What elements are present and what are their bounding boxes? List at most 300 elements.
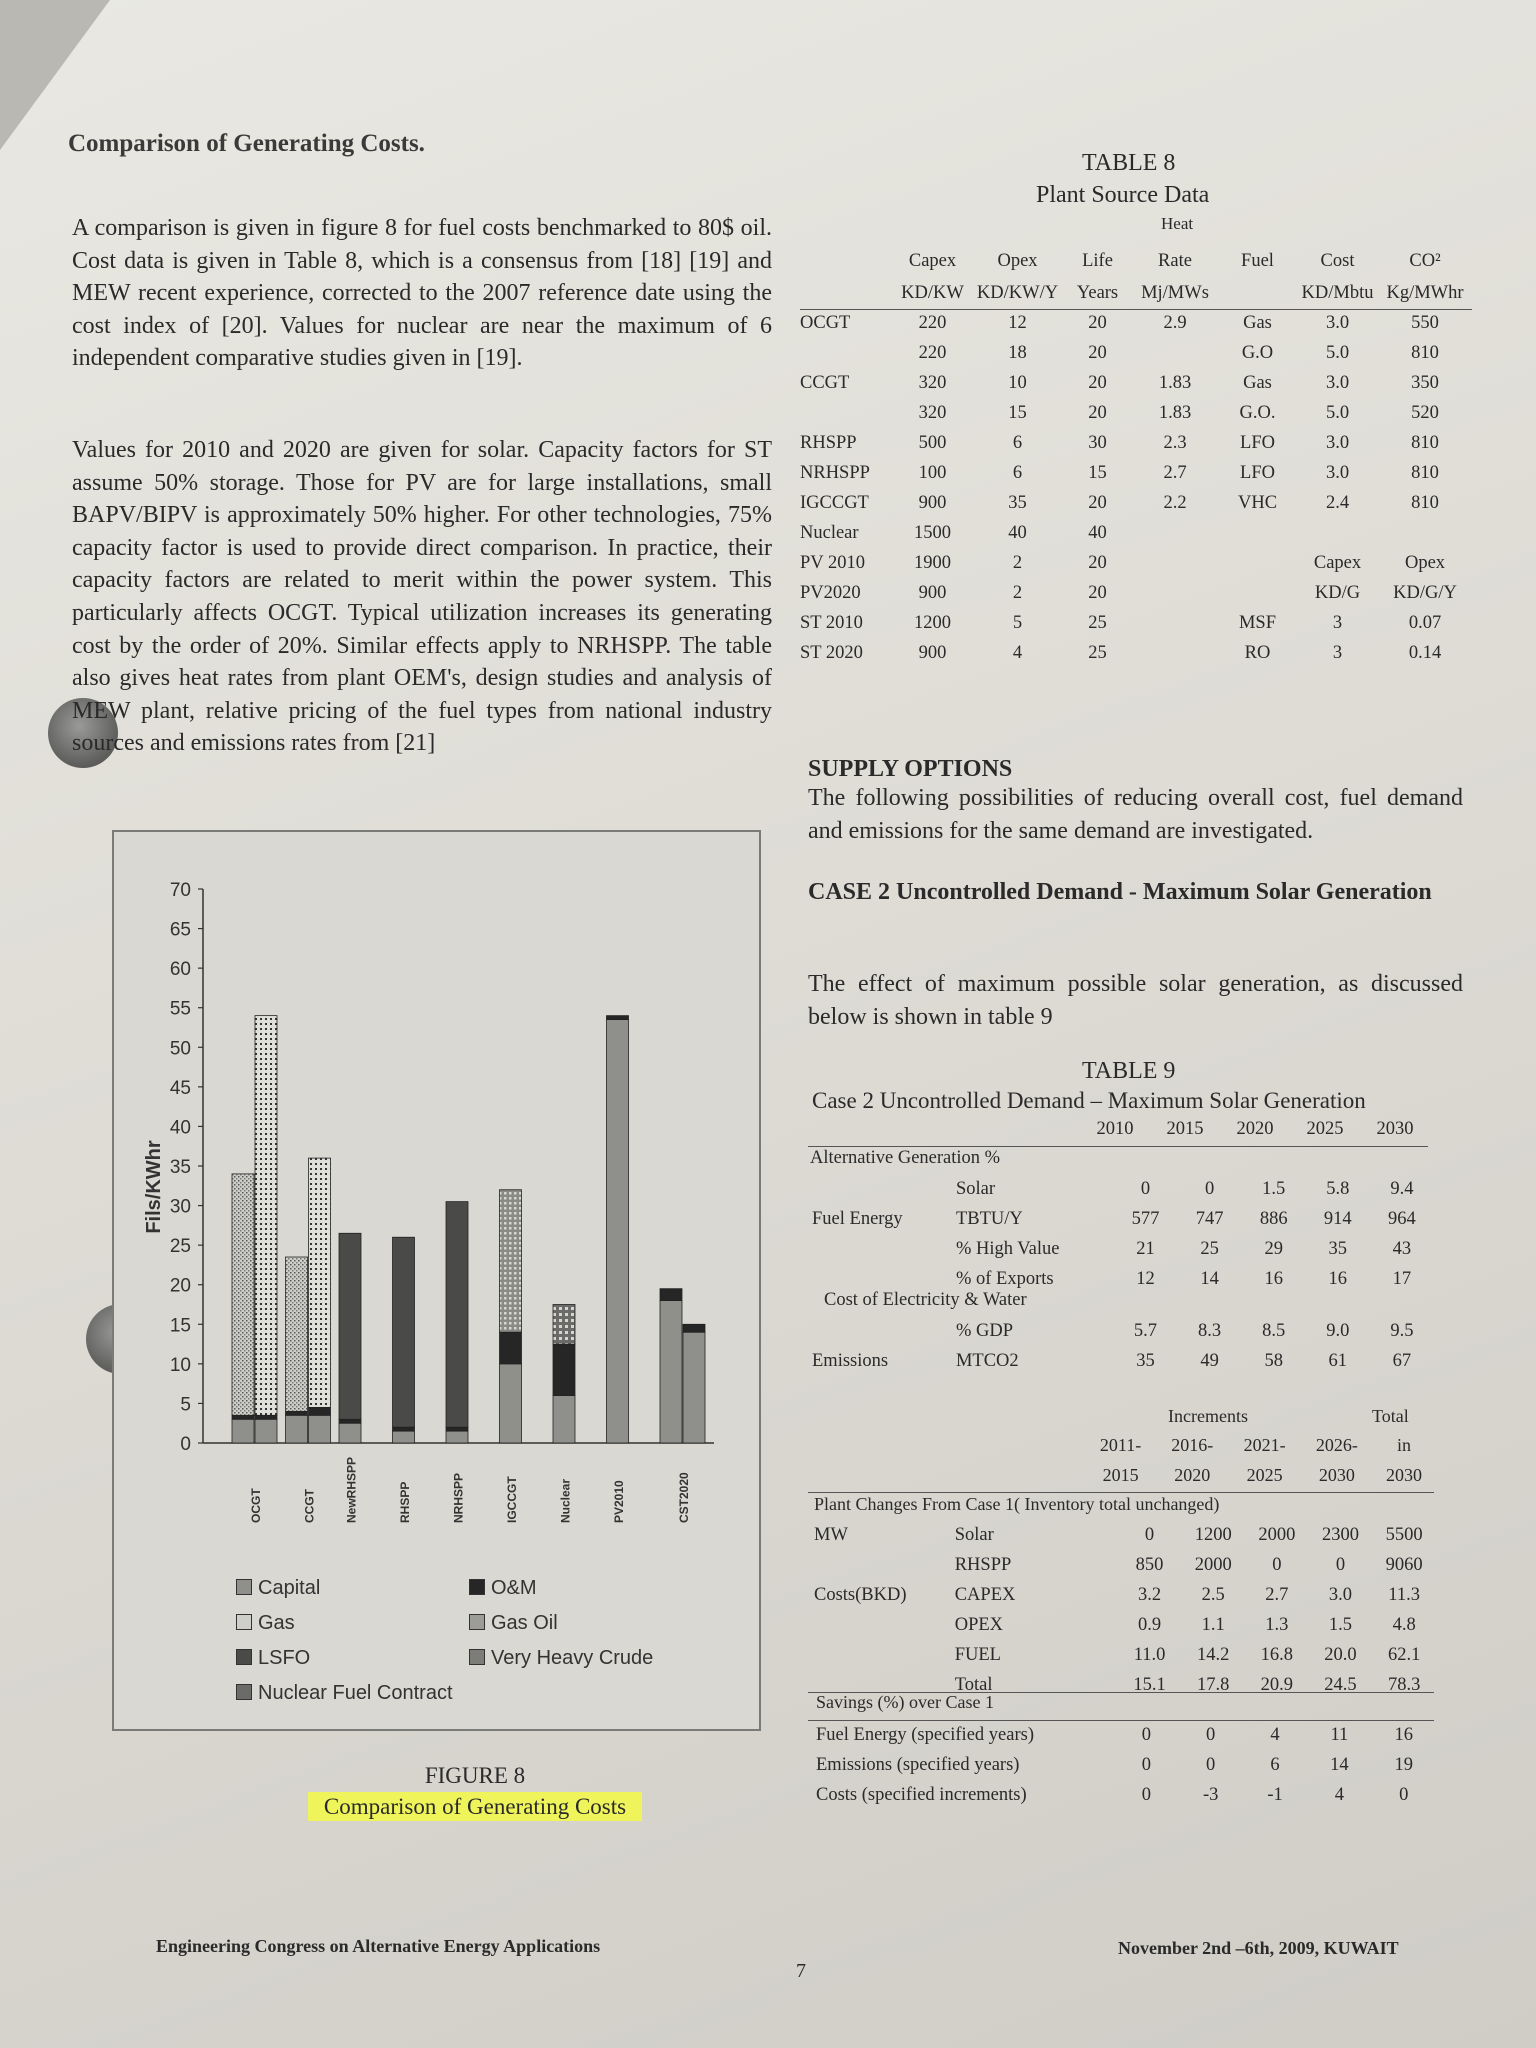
table8-cell: 3.0 [1325, 462, 1350, 483]
table9-value: 0 [1206, 1754, 1216, 1775]
table9-value: 35 [1136, 1350, 1155, 1371]
table9-increments [1085, 1430, 1435, 1490]
x-tick-label: IGCCGT [505, 1476, 519, 1523]
table8-cell: 5.0 [1325, 342, 1350, 363]
x-tick-label: OCGT [249, 1488, 263, 1523]
legend-label-gas: Gas [258, 1612, 295, 1634]
table9-value: 24.5 [1324, 1674, 1357, 1695]
table9-year-header: 2020 [1236, 1118, 1274, 1139]
table9-row-label: % GDP [955, 1320, 1014, 1341]
table8-cell [1130, 518, 1220, 548]
table8-cell: 6 [1012, 432, 1023, 453]
table9-row-label: MTCO2 [955, 1350, 1019, 1371]
table8-cell: 1.83 [1158, 372, 1192, 393]
table8-cell: 20 [1088, 402, 1107, 423]
table9-value: 5.7 [1133, 1320, 1158, 1341]
table9-value: 62.1 [1387, 1644, 1421, 1665]
table9-value: 0 [1144, 1524, 1155, 1545]
table8-row [800, 608, 1470, 638]
table8-cell: Capex [1313, 552, 1362, 573]
table9-block4 [816, 1720, 1436, 1810]
table8-cell: 3 [1332, 642, 1343, 663]
bar-segment-om [553, 1344, 575, 1395]
bar-segment-om [286, 1411, 308, 1415]
table9-row [812, 1174, 1434, 1204]
table8-header-cell: Years [1076, 282, 1119, 303]
increments-label: Increments [1168, 1406, 1248, 1426]
page-number: 7 [796, 1960, 806, 1982]
table9-savings-row [816, 1720, 1436, 1750]
table8-cell [800, 398, 895, 428]
table9-value: 12 [1136, 1268, 1155, 1289]
legend-label-om: O&M [491, 1577, 537, 1599]
bar-segment-om [309, 1407, 331, 1415]
table8-cell: 3.0 [1325, 432, 1350, 453]
table8-cell: Gas [1243, 312, 1272, 333]
table9-value: 0 [1206, 1724, 1216, 1745]
y-tick-label: 35 [169, 1157, 191, 1178]
table9-value: 9.0 [1326, 1320, 1350, 1341]
table9-block1 [812, 1174, 1434, 1294]
table8-cell: 500 [918, 432, 947, 453]
table8-cell: 20 [1088, 342, 1107, 363]
figure-label: FIGURE 8 [424, 1763, 526, 1788]
table8-cell: VHC [1237, 492, 1278, 513]
table9-value: 2000 [1194, 1554, 1232, 1575]
table9-increment-header: 2016- [1171, 1434, 1214, 1455]
table8-cell: 100 [918, 462, 947, 483]
y-tick-label: 25 [169, 1236, 191, 1258]
supply-text: The following possibilities of reducing overall cost, fuel demand and emissions for the same demand are investigated. [808, 785, 1463, 844]
table8-cell: PV 2010 [800, 552, 865, 573]
table8-header-cell: Opex [997, 250, 1038, 271]
table9-value: 0 [1141, 1784, 1151, 1805]
table9-row [812, 1316, 1434, 1346]
table9-row-label: OPEX [954, 1614, 1004, 1635]
table8-rule [800, 309, 1472, 310]
bar-segment-om [683, 1324, 705, 1332]
bar-segment-fuel [339, 1233, 361, 1419]
x-tick-label: Nuclear [558, 1478, 573, 1523]
y-tick-label: 65 [169, 919, 191, 941]
table8-cell: 2.4 [1325, 492, 1350, 513]
table9-value: 0 [1399, 1784, 1409, 1805]
table9-value: 1.5 [1262, 1178, 1286, 1199]
table8-row [800, 458, 1470, 488]
table8-cell [1130, 638, 1220, 668]
table8-cell: G.O. [1239, 402, 1276, 423]
legend-swatch-lsfo [236, 1649, 252, 1665]
table9-value: 0 [1140, 1178, 1151, 1199]
table8-cell: 20 [1088, 492, 1107, 513]
table8-cell: MSF [1238, 612, 1277, 633]
table8-cell: 0.14 [1408, 642, 1442, 663]
legend-swatch-nuclear [236, 1684, 252, 1700]
plant-changes-label: Plant Changes From Case 1( Inventory total unchanged) [814, 1494, 1220, 1514]
table8-cell: 810 [1411, 432, 1439, 453]
figure-caption-text: Comparison of Generating Costs [308, 1792, 642, 1821]
table9-row-label: Costs (specified increments) [816, 1784, 1027, 1805]
table9-value: 9060 [1385, 1554, 1423, 1575]
y-tick-label: 10 [169, 1354, 191, 1376]
case2-text: The effect of maximum possible solar generation, as discussed below is shown in table 9 [808, 971, 1463, 1030]
section-heading: Comparison of Generating Costs. [68, 130, 425, 157]
table9-value: 577 [1131, 1208, 1160, 1229]
table9-plant-row [814, 1610, 1436, 1640]
table9-value: 3.2 [1137, 1584, 1162, 1605]
table9-value: 21 [1136, 1238, 1155, 1259]
legend-label-capital: Capital [258, 1577, 321, 1599]
table8-title: TABLE 8 [1082, 150, 1176, 176]
table9-value: 914 [1323, 1208, 1352, 1229]
table8-header-cell [800, 244, 895, 278]
table8-cell: 15 [1008, 402, 1027, 423]
table9-value: 11 [1330, 1724, 1349, 1745]
table8-cell: KD/G [1314, 582, 1361, 603]
table8-cell [1130, 578, 1220, 608]
table8-cell: 15 [1088, 462, 1107, 483]
table9-value: 14 [1200, 1268, 1219, 1289]
table9-value: 61 [1328, 1350, 1348, 1371]
table8-cell: 40 [1088, 522, 1107, 543]
x-tick-label: PV2010 [612, 1480, 626, 1523]
table8-cell: NRHSPP [800, 462, 870, 483]
table8-cell: 3 [1332, 612, 1343, 633]
table8-cell: 20 [1088, 552, 1107, 573]
x-tick-label: NRHSPP [451, 1472, 466, 1523]
table9-value: 4 [1334, 1784, 1345, 1805]
table8 [800, 244, 1470, 668]
table9-value: 9.4 [1390, 1178, 1414, 1199]
table8-cell: 25 [1088, 612, 1107, 633]
table9-row-group [812, 1234, 956, 1264]
table9-increment-header: 2021- [1243, 1434, 1286, 1455]
table9-plant-row [814, 1640, 1436, 1670]
table8-cell: RO [1244, 642, 1271, 663]
legend-label-vhc: Very Heavy Crude [491, 1647, 654, 1669]
bar-segment-capital [500, 1364, 522, 1443]
table9-row-group: Costs(BKD) [814, 1584, 907, 1605]
table9-plant-row [814, 1580, 1436, 1610]
cost-label: Cost of Electricity & Water [824, 1290, 1027, 1310]
table9-value: 2000 [1258, 1524, 1296, 1545]
table8-row [800, 428, 1470, 458]
bar-segment-om [232, 1415, 254, 1419]
table9-value: 14.2 [1197, 1644, 1230, 1665]
table8-cell: 220 [918, 312, 947, 333]
table9-row-group: MW [814, 1524, 848, 1545]
table8-cell: 3.0 [1325, 312, 1350, 333]
table9-row [812, 1204, 1434, 1234]
table9-value: 58 [1264, 1350, 1283, 1371]
legend-om [469, 1577, 537, 1600]
y-tick-label: 40 [169, 1117, 191, 1139]
table9-row-group: Emissions [812, 1350, 889, 1371]
legend-swatch-gas [236, 1614, 252, 1630]
table9-value: -1 [1267, 1784, 1283, 1805]
table8-cell: Gas [1243, 372, 1272, 393]
table9-increment-header: 2026- [1315, 1434, 1358, 1455]
table8-cell: Opex [1404, 552, 1446, 573]
table9-value: 6 [1270, 1754, 1280, 1775]
bar-segment-capital [255, 1419, 277, 1443]
table8-cell: KD/G/Y [1393, 582, 1457, 603]
table9-value: 747 [1195, 1208, 1224, 1229]
table9-value: 19 [1394, 1754, 1414, 1775]
bar-segment-om [255, 1415, 277, 1419]
table8-cell: 35 [1008, 492, 1027, 513]
table9-row-label: Fuel Energy (specified years) [816, 1724, 1034, 1745]
table8-cell: 2.7 [1163, 462, 1187, 483]
table9-value: 17.8 [1197, 1674, 1230, 1695]
table8-header-cell: Kg/MWhr [1386, 282, 1464, 303]
table9-row-group [814, 1610, 955, 1640]
bar-segment-capital [607, 1020, 629, 1443]
bar-segment-fuel [446, 1202, 468, 1428]
table8-cell: 520 [1411, 402, 1439, 423]
table9-block2 [812, 1316, 1434, 1376]
table9-value: 0.9 [1137, 1614, 1162, 1635]
table8-row [800, 398, 1470, 428]
paragraph-comparison: A comparison is given in figure 8 for fuel costs benchmarked to 80$ oil. Cost data is given in Table 8, which is a consensus from [18] [19] and MEW recent experience, corrected to the 2007 reference date using the cost index of [20]. Values for nuclear are near the maximum of 6 independent comparative studies given in [19]. [72, 215, 772, 372]
table9-increment-header: 2020 [1174, 1464, 1211, 1485]
table8-cell: 2 [1012, 582, 1023, 603]
legend-nuclear [236, 1682, 453, 1705]
bar-segment-capital [309, 1415, 331, 1443]
table9-value: 16.8 [1260, 1644, 1294, 1665]
table8-cell: 2.2 [1163, 492, 1187, 513]
y-tick-label: 45 [169, 1077, 191, 1099]
table9-value: 4 [1270, 1724, 1280, 1745]
table8-cell [1220, 518, 1295, 548]
y-tick-label: 0 [180, 1434, 191, 1455]
table8-cell: G.O [1241, 342, 1274, 363]
table8-cell: LFO [1240, 432, 1275, 453]
x-tick-label: RHSPP [398, 1481, 412, 1523]
table8-header-cell: Life [1082, 250, 1113, 271]
table8-cell: LFO [1240, 462, 1275, 483]
table8-cell: 3.0 [1325, 372, 1350, 393]
table9-value: 8.5 [1262, 1320, 1286, 1341]
table9-value: 0 [1141, 1724, 1151, 1745]
table9-value: 11.0 [1133, 1644, 1166, 1665]
table8-cell: 320 [918, 402, 947, 423]
table9-row-label: RHSPP [954, 1554, 1012, 1575]
legend-swatch-om [469, 1579, 485, 1595]
table9-row-label: Solar [954, 1524, 994, 1545]
table9-year-header: 2025 [1306, 1118, 1344, 1139]
table9-value: 964 [1388, 1208, 1416, 1229]
table8-header-cell [800, 278, 895, 308]
bar-segment-capital [553, 1396, 575, 1443]
bar-segment-fuel [500, 1190, 522, 1332]
table9-value: 20.0 [1324, 1644, 1357, 1665]
table8-header-cell: Cost [1320, 250, 1355, 271]
bar-segment-om [607, 1016, 629, 1020]
table9-year-header: 2015 [1166, 1118, 1204, 1139]
bar-segment-fuel [232, 1174, 254, 1415]
table8-row [800, 578, 1470, 608]
table9-block3 [814, 1520, 1436, 1700]
table9-value: 1.3 [1265, 1614, 1289, 1635]
bar-segment-capital [286, 1415, 308, 1443]
bar-segment-om [446, 1427, 468, 1431]
table9-value: 0 [1272, 1554, 1282, 1575]
legend-swatch-vhc [469, 1649, 485, 1665]
y-tick-label: 50 [169, 1038, 191, 1060]
legend-capital [236, 1577, 320, 1600]
bar-segment-capital [393, 1431, 415, 1443]
y-tick-label: 5 [180, 1394, 191, 1416]
legend-swatch-capital [236, 1579, 252, 1595]
bar-segment-fuel [553, 1305, 575, 1345]
bar-segment-fuel [255, 1016, 277, 1416]
table8-cell: 10 [1008, 372, 1027, 393]
bar-segment-om [660, 1289, 682, 1301]
bar-segment-om [393, 1427, 415, 1431]
table9-value: 43 [1392, 1238, 1412, 1259]
table9-value: 29 [1264, 1238, 1283, 1259]
bar-segment-om [500, 1332, 522, 1364]
table9-value: 78.3 [1387, 1674, 1421, 1695]
table9-value: 850 [1135, 1554, 1164, 1575]
bar-chart [114, 832, 759, 1729]
table9-value: 1200 [1194, 1524, 1232, 1545]
bar-segment-capital [660, 1301, 682, 1443]
table8-cell: IGCCGT [800, 492, 869, 513]
footer-date: November 2nd –6th, 2009, KUWAIT [1118, 1938, 1399, 1958]
table8-row [800, 548, 1470, 578]
table9-row [812, 1346, 1434, 1376]
table8-cell [1295, 518, 1380, 548]
table8-cell: CCGT [800, 372, 850, 393]
table9-value: 11.3 [1388, 1584, 1420, 1605]
table8-cell: 2.3 [1163, 432, 1187, 453]
table8-row [800, 338, 1470, 368]
table8-cell: 810 [1411, 492, 1439, 513]
table9-value: 2.7 [1265, 1584, 1289, 1605]
table8-cell: 900 [918, 642, 947, 663]
table9-value: 1.1 [1201, 1614, 1225, 1635]
table9-row-label: % of Exports [955, 1268, 1054, 1289]
table9-increment-header: 2030 [1386, 1464, 1422, 1485]
table8-cell [1130, 338, 1220, 368]
page-corner [0, 0, 110, 150]
table9-value: 9.5 [1390, 1320, 1414, 1341]
table8-row [800, 518, 1470, 548]
x-axis-labels [249, 1457, 691, 1523]
table9-row-label: FUEL [954, 1644, 1001, 1665]
legend-lsfo [236, 1647, 310, 1670]
table8-header-cell: Rate [1158, 250, 1192, 271]
table9-value: 0 [1335, 1554, 1346, 1575]
bar-segment-capital [232, 1419, 254, 1443]
table9-row-label: Emissions (specified years) [816, 1754, 1020, 1775]
table8-header-cell: Capex [908, 250, 957, 271]
table9-increment-header: 2011- [1099, 1434, 1142, 1455]
y-tick-label: 60 [169, 959, 191, 981]
table8-cell: ST 2020 [800, 642, 863, 663]
table8-cell: 20 [1088, 372, 1107, 393]
table8-cell [1380, 518, 1470, 548]
table9-value: 2.5 [1201, 1584, 1225, 1605]
table9-value: 0 [1204, 1178, 1215, 1199]
table8-cell: 30 [1088, 432, 1107, 453]
table8-cell: 810 [1411, 342, 1439, 363]
y-tick-label: 15 [169, 1315, 191, 1337]
y-tick-label: 30 [169, 1196, 191, 1218]
table9-value: 5.8 [1326, 1178, 1350, 1199]
table8-cell: 2.9 [1163, 312, 1187, 333]
bar-segment-om [339, 1419, 361, 1423]
table8-cell: 550 [1411, 312, 1439, 333]
table8-cell: 1500 [914, 522, 951, 543]
table8-header-cell: Fuel [1241, 250, 1274, 271]
table8-cell: 810 [1411, 462, 1439, 483]
table9-value: -3 [1202, 1784, 1219, 1805]
table9-rule-top [808, 1146, 1428, 1147]
table8-row [800, 308, 1470, 338]
table8-header-cell: CO² [1409, 250, 1441, 271]
table8-cell: 18 [1008, 342, 1027, 363]
bar-segment-fuel [286, 1257, 308, 1411]
paragraph-solar: Values for 2010 and 2020 are given for solar. Capacity factors for ST assume 50% storage. Those for PV are for large installations, small BAPV/BIPV is approximately 50% higher. For other technologies, 75% capacity factor is used to provide direct comparison. In practice, their capacity factors are related to merit within the power system. This particularly affects OCGT. Typical utilization increases its generating cost by the order of 20%. Similar effects apply to NRHSPP. The table also gives heat rates from plant OEM's, design studies and analysis of MEW plant, relative pricing of the fuel types from national industry sources and emissions rates from [21] [72, 437, 772, 757]
table8-cell: 40 [1008, 522, 1027, 543]
table8-cell: 20 [1088, 582, 1107, 603]
bar-segment-capital [446, 1431, 468, 1443]
table9-years [1080, 1114, 1430, 1144]
table9-value: 0 [1141, 1754, 1151, 1775]
table8-cell: 2 [1012, 552, 1023, 573]
table9-value: 67 [1392, 1350, 1412, 1371]
table8-cell [800, 338, 895, 368]
table9-value: 2300 [1321, 1524, 1359, 1545]
table8-cell: 5.0 [1325, 402, 1350, 423]
table9-row [812, 1234, 1434, 1264]
table9-value: 16 [1328, 1268, 1348, 1289]
table8-row [800, 638, 1470, 668]
table8-cell: 0.07 [1408, 612, 1442, 633]
table8-cell: 20 [1088, 312, 1107, 333]
table8-cell: 6 [1012, 462, 1023, 483]
table9-row-group [812, 1316, 956, 1346]
y-tick-label: 55 [169, 998, 191, 1020]
table9-row-group [814, 1550, 955, 1580]
y-tick-label: 70 [169, 880, 191, 901]
table8-row [800, 488, 1470, 518]
table8-cell: 4 [1012, 642, 1023, 663]
table9-savings-row [816, 1780, 1436, 1810]
table8-cell: 1.83 [1158, 402, 1192, 423]
table8-header-cell: KD/KW [901, 282, 964, 303]
table9-subtitle: Case 2 Uncontrolled Demand – Maximum Solar Generation [812, 1088, 1366, 1113]
table9-row-label: % High Value [955, 1238, 1060, 1259]
table8-header-cell: KD/Mbtu [1301, 282, 1374, 303]
figure-caption [280, 1760, 670, 1822]
legend-label-nuclear: Nuclear Fuel Contract [258, 1682, 453, 1704]
x-tick-label: CST2020 [677, 1472, 691, 1523]
table9-value: 886 [1259, 1208, 1288, 1229]
table8-cell: ST 2010 [800, 612, 863, 633]
table9-value: 15.1 [1133, 1674, 1166, 1695]
table8-cell: 1200 [914, 612, 951, 633]
table9-value: 8.3 [1198, 1320, 1222, 1341]
legend-label-gas-oil: Gas Oil [491, 1612, 558, 1634]
table8-header-row [800, 244, 1470, 278]
alt-gen-label: Alternative Generation % [810, 1148, 1001, 1168]
table9-value: 16 [1264, 1268, 1283, 1289]
table8-cell: 220 [918, 342, 947, 363]
